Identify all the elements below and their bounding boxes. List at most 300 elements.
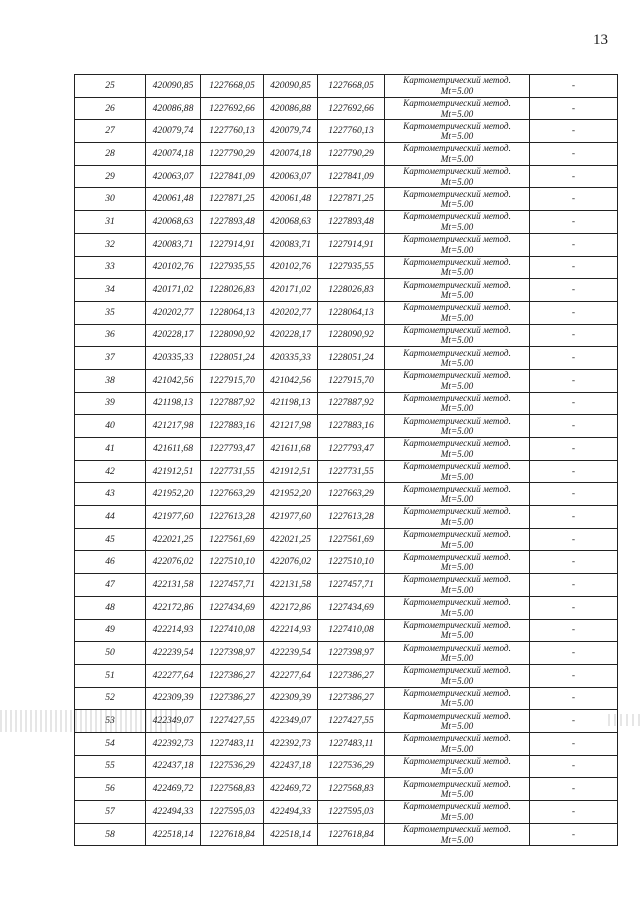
- x-existing-cell: 422131,58: [146, 574, 201, 597]
- y-existing-cell: 1227434,69: [201, 596, 264, 619]
- table-row: [75, 75, 618, 98]
- method-accuracy: Mt=5.00: [440, 267, 474, 278]
- x-new-cell: 420068,63: [264, 211, 318, 234]
- point-number-cell: 57: [75, 801, 146, 824]
- y-existing-cell: 1227793,47: [201, 438, 264, 461]
- note-cell: -: [530, 642, 618, 665]
- method-name: Картометрический метод.: [403, 755, 511, 766]
- x-new-cell: 420090,85: [264, 75, 318, 98]
- x-new-cell: 422392,73: [264, 732, 318, 755]
- table-row: [75, 596, 618, 619]
- method-name: Картометрический метод.: [403, 98, 511, 109]
- x-new-cell: 420202,77: [264, 301, 318, 324]
- method-accuracy: Mt=5.00: [440, 153, 474, 164]
- note-cell: -: [530, 460, 618, 483]
- table-row: [75, 369, 618, 392]
- method-cell: [385, 279, 530, 302]
- y-new-cell: 1227398,97: [318, 642, 385, 665]
- method-name: Картометрический метод.: [403, 687, 511, 698]
- method-name: Картометрический метод.: [403, 619, 511, 630]
- table-row: [75, 120, 618, 143]
- x-existing-cell: 420086,88: [146, 97, 201, 120]
- method-name: Картометрический метод.: [403, 529, 511, 540]
- method-name: Картометрический метод.: [403, 256, 511, 267]
- y-existing-cell: 1228090,92: [201, 324, 264, 347]
- method-cell: [385, 528, 530, 551]
- note-cell: -: [530, 188, 618, 211]
- point-number-cell: 31: [75, 211, 146, 234]
- x-existing-cell: 422437,18: [146, 755, 201, 778]
- coordinates-table-body: [75, 75, 618, 846]
- y-existing-cell: 1227668,05: [201, 75, 264, 98]
- x-new-cell: 420063,07: [264, 165, 318, 188]
- x-existing-cell: 422349,07: [146, 710, 201, 733]
- note-cell: -: [530, 506, 618, 529]
- x-existing-cell: 420063,07: [146, 165, 201, 188]
- x-existing-cell: 420061,48: [146, 188, 201, 211]
- method-accuracy: Mt=5.00: [440, 131, 474, 142]
- table-row: [75, 143, 618, 166]
- method-accuracy: Mt=5.00: [440, 494, 474, 505]
- method-name: Картометрический метод.: [403, 778, 511, 789]
- note-cell: -: [530, 823, 618, 846]
- point-number-cell: 41: [75, 438, 146, 461]
- note-cell: -: [530, 347, 618, 370]
- note-cell: -: [530, 301, 618, 324]
- method-name: Картометрический метод.: [403, 234, 511, 245]
- note-cell: -: [530, 165, 618, 188]
- method-name: Картометрический метод.: [403, 824, 511, 835]
- x-new-cell: 420102,76: [264, 256, 318, 279]
- note-cell: -: [530, 211, 618, 234]
- table-row: [75, 687, 618, 710]
- table-row: [75, 574, 618, 597]
- y-existing-cell: 1227410,08: [201, 619, 264, 642]
- method-accuracy: Mt=5.00: [440, 834, 474, 845]
- y-new-cell: 1227613,28: [318, 506, 385, 529]
- method-name: Картометрический метод.: [403, 120, 511, 131]
- method-name: Картометрический метод.: [403, 143, 511, 154]
- table-row: [75, 347, 618, 370]
- method-name: Картометрический метод.: [403, 483, 511, 494]
- note-cell: -: [530, 438, 618, 461]
- note-cell: -: [530, 596, 618, 619]
- y-new-cell: 1227914,91: [318, 233, 385, 256]
- method-cell: [385, 369, 530, 392]
- method-accuracy: Mt=5.00: [440, 721, 474, 732]
- note-cell: -: [530, 256, 618, 279]
- method-cell: [385, 392, 530, 415]
- method-name: Картометрический метод.: [403, 302, 511, 313]
- method-accuracy: Mt=5.00: [440, 426, 474, 437]
- x-new-cell: 420083,71: [264, 233, 318, 256]
- method-name: Картометрический метод.: [403, 551, 511, 562]
- y-existing-cell: 1227386,27: [201, 664, 264, 687]
- table-row: [75, 642, 618, 665]
- method-accuracy: Mt=5.00: [440, 448, 474, 459]
- table-row: [75, 551, 618, 574]
- y-existing-cell: 1227760,13: [201, 120, 264, 143]
- y-new-cell: 1228064,13: [318, 301, 385, 324]
- x-existing-cell: 422518,14: [146, 823, 201, 846]
- point-number-cell: 50: [75, 642, 146, 665]
- x-existing-cell: 421611,68: [146, 438, 201, 461]
- table-row: [75, 528, 618, 551]
- method-name: Картометрический метод.: [403, 279, 511, 290]
- y-new-cell: 1227434,69: [318, 596, 385, 619]
- point-number-cell: 53: [75, 710, 146, 733]
- method-name: Картометрический метод.: [403, 438, 511, 449]
- method-cell: [385, 120, 530, 143]
- y-new-cell: 1227410,08: [318, 619, 385, 642]
- method-cell: [385, 301, 530, 324]
- point-number-cell: 28: [75, 143, 146, 166]
- x-existing-cell: 420068,63: [146, 211, 201, 234]
- method-accuracy: Mt=5.00: [440, 653, 474, 664]
- x-new-cell: 420074,18: [264, 143, 318, 166]
- y-new-cell: 1227536,29: [318, 755, 385, 778]
- y-existing-cell: 1227692,66: [201, 97, 264, 120]
- y-new-cell: 1227510,10: [318, 551, 385, 574]
- table-row: [75, 801, 618, 824]
- method-accuracy: Mt=5.00: [440, 630, 474, 641]
- x-new-cell: 421217,98: [264, 415, 318, 438]
- method-accuracy: Mt=5.00: [440, 176, 474, 187]
- y-new-cell: 1227887,92: [318, 392, 385, 415]
- y-new-cell: 1227760,13: [318, 120, 385, 143]
- x-existing-cell: 422021,25: [146, 528, 201, 551]
- y-existing-cell: 1227561,69: [201, 528, 264, 551]
- method-cell: [385, 324, 530, 347]
- method-accuracy: Mt=5.00: [440, 312, 474, 323]
- note-cell: -: [530, 778, 618, 801]
- point-number-cell: 39: [75, 392, 146, 415]
- x-existing-cell: 421042,56: [146, 369, 201, 392]
- note-cell: -: [530, 369, 618, 392]
- y-existing-cell: 1227893,48: [201, 211, 264, 234]
- x-new-cell: 420079,74: [264, 120, 318, 143]
- point-number-cell: 51: [75, 664, 146, 687]
- x-existing-cell: 422494,33: [146, 801, 201, 824]
- method-accuracy: Mt=5.00: [440, 471, 474, 482]
- y-new-cell: 1227935,55: [318, 256, 385, 279]
- point-number-cell: 45: [75, 528, 146, 551]
- method-accuracy: Mt=5.00: [440, 789, 474, 800]
- note-cell: -: [530, 324, 618, 347]
- y-new-cell: 1227483,11: [318, 732, 385, 755]
- method-cell: [385, 347, 530, 370]
- x-existing-cell: 422469,72: [146, 778, 201, 801]
- page-number: 13: [593, 32, 608, 48]
- point-number-cell: 25: [75, 75, 146, 98]
- y-new-cell: 1227692,66: [318, 97, 385, 120]
- table-row: [75, 483, 618, 506]
- table-row: [75, 211, 618, 234]
- method-cell: [385, 755, 530, 778]
- table-row: [75, 823, 618, 846]
- method-name: Картометрический метод.: [403, 166, 511, 177]
- method-cell: [385, 596, 530, 619]
- x-new-cell: 422469,72: [264, 778, 318, 801]
- method-cell: [385, 801, 530, 824]
- x-existing-cell: 422076,02: [146, 551, 201, 574]
- x-existing-cell: 420079,74: [146, 120, 201, 143]
- x-existing-cell: 422214,93: [146, 619, 201, 642]
- y-existing-cell: 1227841,09: [201, 165, 264, 188]
- method-cell: [385, 687, 530, 710]
- table-row: [75, 165, 618, 188]
- method-accuracy: Mt=5.00: [440, 766, 474, 777]
- point-number-cell: 56: [75, 778, 146, 801]
- method-cell: [385, 642, 530, 665]
- method-accuracy: Mt=5.00: [440, 811, 474, 822]
- x-new-cell: 420171,02: [264, 279, 318, 302]
- point-number-cell: 38: [75, 369, 146, 392]
- method-accuracy: Mt=5.00: [440, 290, 474, 301]
- method-name: Картометрический метод.: [403, 324, 511, 335]
- method-cell: [385, 256, 530, 279]
- method-cell: [385, 211, 530, 234]
- note-cell: -: [530, 120, 618, 143]
- x-existing-cell: 422309,39: [146, 687, 201, 710]
- table-row: [75, 438, 618, 461]
- point-number-cell: 43: [75, 483, 146, 506]
- x-new-cell: 421042,56: [264, 369, 318, 392]
- y-existing-cell: 1227887,92: [201, 392, 264, 415]
- y-new-cell: 1227386,27: [318, 687, 385, 710]
- note-cell: -: [530, 732, 618, 755]
- method-accuracy: Mt=5.00: [440, 199, 474, 210]
- note-cell: -: [530, 619, 618, 642]
- x-existing-cell: 422172,86: [146, 596, 201, 619]
- y-existing-cell: 1227536,29: [201, 755, 264, 778]
- y-existing-cell: 1227568,83: [201, 778, 264, 801]
- x-new-cell: 422437,18: [264, 755, 318, 778]
- table-row: [75, 506, 618, 529]
- point-number-cell: 27: [75, 120, 146, 143]
- method-cell: [385, 188, 530, 211]
- method-accuracy: Mt=5.00: [440, 244, 474, 255]
- point-number-cell: 52: [75, 687, 146, 710]
- y-new-cell: 1227841,09: [318, 165, 385, 188]
- x-new-cell: 422349,07: [264, 710, 318, 733]
- point-number-cell: 35: [75, 301, 146, 324]
- method-cell: [385, 143, 530, 166]
- x-existing-cell: 420335,33: [146, 347, 201, 370]
- y-new-cell: 1227731,55: [318, 460, 385, 483]
- method-name: Картометрический метод.: [403, 574, 511, 585]
- y-new-cell: 1227871,25: [318, 188, 385, 211]
- note-cell: -: [530, 528, 618, 551]
- method-accuracy: Mt=5.00: [440, 675, 474, 686]
- table-row: [75, 415, 618, 438]
- y-new-cell: 1227457,71: [318, 574, 385, 597]
- point-number-cell: 42: [75, 460, 146, 483]
- note-cell: -: [530, 483, 618, 506]
- note-cell: -: [530, 664, 618, 687]
- point-number-cell: 47: [75, 574, 146, 597]
- point-number-cell: 55: [75, 755, 146, 778]
- method-accuracy: Mt=5.00: [440, 698, 474, 709]
- x-new-cell: 422518,14: [264, 823, 318, 846]
- point-number-cell: 46: [75, 551, 146, 574]
- x-existing-cell: 421952,20: [146, 483, 201, 506]
- y-existing-cell: 1227398,97: [201, 642, 264, 665]
- method-accuracy: Mt=5.00: [440, 380, 474, 391]
- y-existing-cell: 1227731,55: [201, 460, 264, 483]
- table-row: [75, 710, 618, 733]
- method-accuracy: Mt=5.00: [440, 335, 474, 346]
- point-number-cell: 33: [75, 256, 146, 279]
- y-new-cell: 1227427,55: [318, 710, 385, 733]
- method-name: Картометрический метод.: [403, 211, 511, 222]
- note-cell: -: [530, 279, 618, 302]
- method-accuracy: Mt=5.00: [440, 516, 474, 527]
- method-name: Картометрический метод.: [403, 710, 511, 721]
- table-row: [75, 301, 618, 324]
- x-existing-cell: 421912,51: [146, 460, 201, 483]
- point-number-cell: 37: [75, 347, 146, 370]
- x-new-cell: 421912,51: [264, 460, 318, 483]
- y-new-cell: 1227883,16: [318, 415, 385, 438]
- y-existing-cell: 1227914,91: [201, 233, 264, 256]
- method-accuracy: Mt=5.00: [440, 108, 474, 119]
- method-cell: [385, 438, 530, 461]
- x-new-cell: 420335,33: [264, 347, 318, 370]
- table-row: [75, 256, 618, 279]
- y-existing-cell: 1227595,03: [201, 801, 264, 824]
- point-number-cell: 36: [75, 324, 146, 347]
- x-new-cell: 422021,25: [264, 528, 318, 551]
- point-number-cell: 58: [75, 823, 146, 846]
- note-cell: -: [530, 801, 618, 824]
- method-accuracy: Mt=5.00: [440, 539, 474, 550]
- note-cell: -: [530, 710, 618, 733]
- y-existing-cell: 1228064,13: [201, 301, 264, 324]
- point-number-cell: 26: [75, 97, 146, 120]
- method-cell: [385, 823, 530, 846]
- method-cell: [385, 551, 530, 574]
- method-accuracy: Mt=5.00: [440, 403, 474, 414]
- y-new-cell: 1228026,83: [318, 279, 385, 302]
- method-accuracy: Mt=5.00: [440, 584, 474, 595]
- method-cell: [385, 778, 530, 801]
- note-cell: -: [530, 574, 618, 597]
- note-cell: -: [530, 143, 618, 166]
- y-existing-cell: 1227618,84: [201, 823, 264, 846]
- y-existing-cell: 1227790,29: [201, 143, 264, 166]
- method-name: Картометрический метод.: [403, 597, 511, 608]
- point-number-cell: 30: [75, 188, 146, 211]
- y-existing-cell: 1227386,27: [201, 687, 264, 710]
- x-new-cell: 422309,39: [264, 687, 318, 710]
- method-name: Картометрический метод.: [403, 370, 511, 381]
- y-new-cell: 1227595,03: [318, 801, 385, 824]
- method-name: Картометрический метод.: [403, 347, 511, 358]
- method-cell: [385, 233, 530, 256]
- method-cell: [385, 415, 530, 438]
- method-cell: [385, 165, 530, 188]
- method-accuracy: Mt=5.00: [440, 221, 474, 232]
- y-existing-cell: 1227935,55: [201, 256, 264, 279]
- x-existing-cell: 420083,71: [146, 233, 201, 256]
- x-new-cell: 420228,17: [264, 324, 318, 347]
- note-cell: -: [530, 75, 618, 98]
- table-row: [75, 188, 618, 211]
- note-cell: -: [530, 392, 618, 415]
- method-name: Картометрический метод.: [403, 642, 511, 653]
- table-row: [75, 664, 618, 687]
- x-new-cell: 421611,68: [264, 438, 318, 461]
- x-existing-cell: 420090,85: [146, 75, 201, 98]
- y-existing-cell: 1227427,55: [201, 710, 264, 733]
- x-new-cell: 422131,58: [264, 574, 318, 597]
- x-new-cell: 422076,02: [264, 551, 318, 574]
- y-new-cell: 1227568,83: [318, 778, 385, 801]
- x-new-cell: 421977,60: [264, 506, 318, 529]
- method-name: Картометрический метод.: [403, 461, 511, 472]
- table-row: [75, 392, 618, 415]
- x-existing-cell: 422392,73: [146, 732, 201, 755]
- point-number-cell: 44: [75, 506, 146, 529]
- y-new-cell: 1227618,84: [318, 823, 385, 846]
- method-cell: [385, 619, 530, 642]
- y-existing-cell: 1227457,71: [201, 574, 264, 597]
- point-number-cell: 48: [75, 596, 146, 619]
- method-name: Картометрический метод.: [403, 75, 511, 86]
- method-cell: [385, 574, 530, 597]
- table-row: [75, 460, 618, 483]
- x-existing-cell: 420074,18: [146, 143, 201, 166]
- x-existing-cell: 422239,54: [146, 642, 201, 665]
- table-row: [75, 619, 618, 642]
- y-existing-cell: 1228051,24: [201, 347, 264, 370]
- method-cell: [385, 460, 530, 483]
- table-row: [75, 233, 618, 256]
- note-cell: -: [530, 755, 618, 778]
- y-existing-cell: 1227613,28: [201, 506, 264, 529]
- y-existing-cell: 1227663,29: [201, 483, 264, 506]
- method-accuracy: Mt=5.00: [440, 358, 474, 369]
- table-row: [75, 732, 618, 755]
- method-name: Картометрический метод.: [403, 733, 511, 744]
- method-cell: [385, 483, 530, 506]
- table-row: [75, 778, 618, 801]
- x-new-cell: 422277,64: [264, 664, 318, 687]
- y-new-cell: 1227790,29: [318, 143, 385, 166]
- y-existing-cell: 1227915,70: [201, 369, 264, 392]
- x-new-cell: 422494,33: [264, 801, 318, 824]
- x-new-cell: 421952,20: [264, 483, 318, 506]
- x-existing-cell: 421977,60: [146, 506, 201, 529]
- x-existing-cell: 420202,77: [146, 301, 201, 324]
- y-new-cell: 1227663,29: [318, 483, 385, 506]
- method-accuracy: Mt=5.00: [440, 562, 474, 573]
- point-number-cell: 29: [75, 165, 146, 188]
- x-existing-cell: 422277,64: [146, 664, 201, 687]
- x-existing-cell: 421198,13: [146, 392, 201, 415]
- method-accuracy: Mt=5.00: [440, 85, 474, 96]
- table-row: [75, 755, 618, 778]
- method-cell: [385, 710, 530, 733]
- y-new-cell: 1227793,47: [318, 438, 385, 461]
- x-new-cell: 422172,86: [264, 596, 318, 619]
- y-existing-cell: 1227871,25: [201, 188, 264, 211]
- table-row: [75, 97, 618, 120]
- table-row: [75, 279, 618, 302]
- note-cell: -: [530, 687, 618, 710]
- note-cell: -: [530, 415, 618, 438]
